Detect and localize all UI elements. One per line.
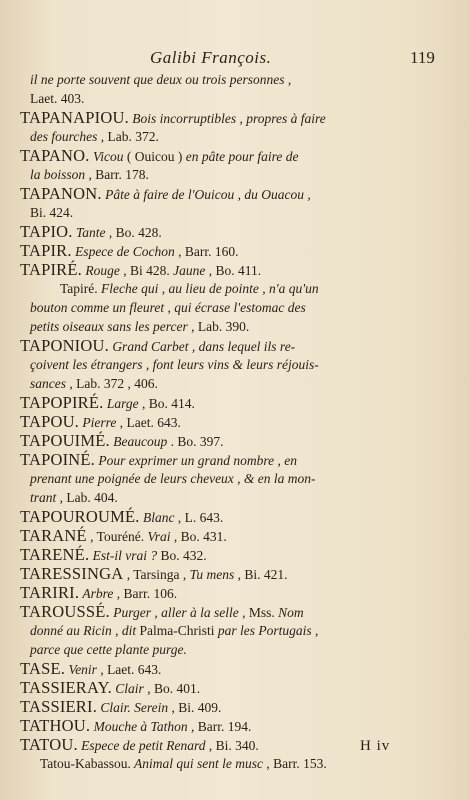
- headword: TASE.: [20, 659, 66, 678]
- headword: TAPOPIRÉ.: [20, 393, 104, 412]
- line-segment: ( Ouicou ): [126, 149, 183, 164]
- line-segment: prenant une poignée de leurs cheveux , & en la mon-: [30, 471, 316, 486]
- text-line: [20, 165, 460, 184]
- headword: TATHOU.: [20, 716, 91, 735]
- line-segment: Blanc: [139, 510, 175, 525]
- line-segment: parce que cette plante purge.: [30, 642, 187, 657]
- text-line: [20, 754, 460, 773]
- headword: TASSIERI.: [20, 697, 98, 716]
- headword: TAPIO.: [20, 222, 73, 241]
- headword: TASSIERAY.: [20, 678, 112, 697]
- line-segment: , Bo. 431.: [170, 529, 227, 544]
- line-segment: Beaucoup: [109, 434, 168, 449]
- line-segment: , Laet. 643.: [116, 415, 181, 430]
- text-line: [20, 735, 460, 754]
- text-line: [20, 222, 460, 241]
- line-segment: Purger , aller à la selle: [109, 605, 239, 620]
- text-line: [20, 431, 460, 450]
- line-segment: petits oiseaux sans les percer: [30, 319, 188, 334]
- line-segment: , Bo. 428.: [105, 225, 162, 240]
- text-line: [20, 374, 460, 393]
- line-segment: , Mss.: [238, 605, 279, 620]
- line-segment: , Bi. 409.: [168, 700, 222, 715]
- dictionary-entries: [20, 70, 460, 773]
- headword: TARESSINGA: [20, 564, 124, 583]
- text-line: [20, 317, 460, 336]
- line-segment: Espece de Cochon: [71, 244, 175, 259]
- line-segment: , Bo. 411.: [205, 263, 262, 278]
- line-segment: Laet. 403.: [30, 91, 85, 106]
- line-segment: en pâte pour faire de: [182, 149, 299, 164]
- text-line: [20, 203, 460, 222]
- text-line: [20, 469, 460, 488]
- text-line: [20, 146, 460, 165]
- text-line: [20, 279, 460, 298]
- line-segment: Fleche qui , au lieu de pointe , n'a qu'un: [97, 281, 319, 296]
- running-title: Galibi François.: [150, 48, 272, 67]
- line-segment: , Bo. 414.: [138, 396, 195, 411]
- line-segment: , Barr. 178.: [85, 167, 149, 182]
- line-segment: Tatou-Kabassou.: [40, 756, 131, 771]
- text-line: [20, 697, 460, 716]
- line-segment: il ne porte souvent que deux ou trois personnes ,: [30, 72, 292, 87]
- text-line: [20, 241, 460, 260]
- line-segment: Pour exprimer un grand nombre , en: [94, 453, 297, 468]
- line-segment: Grand Carbet , dans lequel ils re-: [108, 339, 296, 354]
- line-segment: Nom: [278, 605, 304, 620]
- running-header: [0, 48, 469, 70]
- line-segment: Vicou: [89, 149, 127, 164]
- line-segment: , Bi 428.: [119, 263, 174, 278]
- line-segment: Venir: [65, 662, 97, 677]
- text-line: [20, 526, 460, 545]
- line-segment: , Barr. 106.: [113, 586, 178, 601]
- text-line: [20, 678, 460, 697]
- line-segment: Tapiré.: [60, 281, 98, 296]
- line-segment: Jaune: [173, 263, 206, 278]
- text-line: [20, 127, 460, 146]
- line-segment: donné au Ricin: [30, 623, 112, 638]
- line-segment: Pâte à faire de l'Ouicou , du Ouacou ,: [101, 187, 311, 202]
- line-segment: Est-il vrai ?: [89, 548, 158, 563]
- line-segment: Tu mens: [189, 567, 235, 582]
- line-segment: Palma-Christi: [136, 623, 218, 638]
- line-segment: , Barr. 194.: [187, 719, 252, 734]
- headword: TAPOU.: [20, 412, 80, 431]
- line-segment: Bo. 432.: [157, 548, 207, 563]
- headword: TARIRI.: [20, 583, 80, 602]
- line-segment: Pierre: [79, 415, 117, 430]
- text-line: [20, 583, 460, 602]
- headword: TAPOUROUMÉ.: [20, 507, 140, 526]
- line-segment: , Bi. 421.: [234, 567, 288, 582]
- line-segment: , Lab. 404.: [56, 490, 118, 505]
- text-line: [20, 640, 460, 659]
- headword: TAPOINÉ.: [20, 450, 95, 469]
- line-segment: , Barr. 153.: [263, 756, 327, 771]
- text-line: [20, 507, 460, 526]
- line-segment: , Bo. 401.: [143, 681, 201, 696]
- text-line: [20, 298, 460, 317]
- headword: TAPOUIMÉ.: [20, 431, 110, 450]
- line-segment: Large: [103, 396, 139, 411]
- headword: TAPANO.: [20, 146, 90, 165]
- text-line: [20, 621, 460, 640]
- line-segment: , Barr. 160.: [174, 244, 239, 259]
- headword: TAPANAPIOU.: [20, 108, 129, 127]
- text-line: [20, 70, 460, 89]
- line-segment: , Tarsinga ,: [123, 567, 190, 582]
- headword: TARENÉ.: [20, 545, 90, 564]
- line-segment: Mouche à Tathon: [90, 719, 188, 734]
- line-segment: Bois incorruptibles , propres à faire: [128, 111, 326, 126]
- line-segment: Arbre: [79, 586, 114, 601]
- text-line: [20, 450, 460, 469]
- text-line: [20, 108, 460, 127]
- text-line: [20, 564, 460, 583]
- text-line: [20, 602, 460, 621]
- line-segment: Vrai: [147, 529, 171, 544]
- headword: TAPIR.: [20, 241, 72, 260]
- text-line: [20, 393, 460, 412]
- text-line: [20, 488, 460, 507]
- line-segment: trant: [30, 490, 57, 505]
- line-segment: Tante: [72, 225, 106, 240]
- text-line: [20, 89, 460, 108]
- text-line: [20, 545, 460, 564]
- line-segment: çoivent les étrangers , font leurs vins & leurs réjouis-: [30, 357, 319, 372]
- line-segment: par les Portugais ,: [217, 623, 319, 638]
- line-segment: Clair. Serein: [97, 700, 169, 715]
- line-segment: ,: [111, 623, 122, 638]
- page-number: 119: [410, 48, 435, 67]
- headword: TAPIRÉ.: [20, 260, 82, 279]
- headword: TAPANON.: [20, 184, 102, 203]
- text-line: [20, 355, 460, 374]
- headword: TATOU.: [20, 735, 78, 754]
- signature-mark: H iv: [360, 738, 391, 754]
- line-segment: , L. 643.: [174, 510, 224, 525]
- line-segment: dit: [121, 623, 137, 638]
- headword: TAROUSSÉ.: [20, 602, 110, 621]
- line-segment: Animal qui sent le musc: [130, 756, 264, 771]
- headword: TAPONIOU.: [20, 336, 109, 355]
- line-segment: Rouge: [81, 263, 120, 278]
- line-segment: , Lab. 390.: [187, 319, 250, 334]
- line-segment: Espece de petit Renard: [77, 738, 206, 753]
- text-line: [20, 184, 460, 203]
- line-segment: la boisson: [30, 167, 86, 182]
- line-segment: Bi. 424.: [30, 205, 74, 220]
- line-segment: bouton comme un fleuret , qui écrase l'estomac des: [30, 300, 306, 315]
- text-line: [20, 412, 460, 431]
- line-segment: sances: [30, 376, 66, 391]
- line-segment: , Laet. 643.: [96, 662, 162, 677]
- text-line: [20, 260, 460, 279]
- text-line: [20, 336, 460, 355]
- line-segment: , Bi. 340.: [205, 738, 259, 753]
- line-segment: Clair: [111, 681, 144, 696]
- text-line: [20, 716, 460, 735]
- line-segment: . Bo. 397.: [167, 434, 224, 449]
- line-segment: , Touréné.: [86, 529, 148, 544]
- text-line: [20, 659, 460, 678]
- headword: TARANÉ: [20, 526, 87, 545]
- line-segment: , Lab. 372.: [97, 129, 159, 144]
- line-segment: des fourches: [30, 129, 98, 144]
- line-segment: , Lab. 372 , 406.: [66, 376, 158, 391]
